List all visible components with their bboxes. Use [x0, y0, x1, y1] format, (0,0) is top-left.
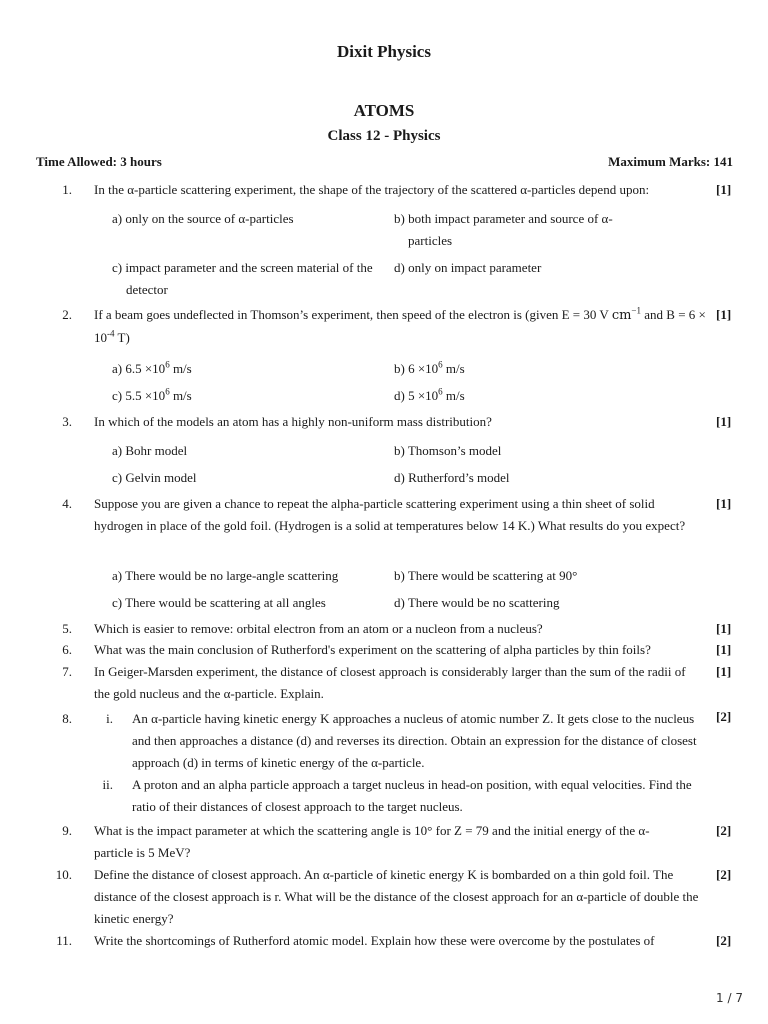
question-number: 11.	[56, 933, 72, 948]
option-value: c) 5.5 ×10	[112, 388, 166, 403]
question-number: 5.	[62, 621, 72, 636]
unit-cm: cm	[611, 308, 632, 323]
question-text: Suppose you are given a chance to repeat the alpha-particle scattering experiment using a thin sheet of solid hydrogen in place of the gold foil. (Hydrogen is a solid at temperatures below 14 K.) What results do you expect?	[94, 496, 686, 533]
unit-exponent: −1	[631, 305, 641, 316]
sub-questions	[96, 708, 706, 818]
time-allowed: Time Allowed: 3 hours	[36, 154, 162, 169]
option-value: a) 6.5 ×10	[112, 361, 166, 376]
question-text: What is the impact parameter at which the scattering angle is 10° for Z = 79 and the initial energy of the α-particle is 5 MeV?	[94, 823, 650, 860]
question-text-part: and B = 6 × 10	[94, 307, 706, 345]
question-number: 8.	[62, 711, 72, 726]
option-a: a) Bohr model	[112, 443, 188, 458]
question-number: 2.	[62, 307, 72, 322]
option-b: b) Thomson’s model	[394, 443, 502, 458]
option-c	[112, 385, 382, 407]
option-unit: m/s	[172, 361, 192, 376]
question-text: Define the distance of closest approach. An α-particle of kinetic energy K is bombarded on a thin gold foil. The distance of the closest approach is r. What will be the distance of the closest approach for an α-particle of double the kinetic energy?	[94, 867, 699, 926]
question-number: 3.	[62, 414, 72, 429]
option-value: d) 5 ×10	[394, 388, 439, 403]
option-d: d) There would be no scattering	[394, 595, 560, 610]
question-marks: [1]	[716, 496, 732, 511]
option-b: b) There would be scattering at 90°	[394, 568, 578, 583]
sub-question-label: ii.	[102, 777, 113, 792]
question-text-part: T)	[117, 330, 130, 345]
option-value: b) 6 ×10	[394, 361, 439, 376]
option-b	[394, 358, 664, 380]
option-d	[394, 385, 664, 407]
question-number: 6.	[62, 642, 72, 657]
question-marks: [2]	[716, 933, 732, 948]
option-d: d) only on impact parameter	[394, 260, 542, 275]
page-number: 1 / 7	[716, 991, 743, 1005]
option-b: b) both impact parameter and source of α-particles	[394, 211, 613, 248]
question-text: In the α-particle scattering experiment, the shape of the trajectory of the scattered α-particles depend upon:	[94, 182, 650, 197]
option-exponent: 6	[438, 386, 443, 397]
option-c: c) impact parameter and the screen material of the detector	[112, 260, 373, 297]
question-marks: [1]	[716, 307, 732, 322]
question-number: 4.	[62, 496, 72, 511]
subject-title: Class 12 - Physics	[327, 128, 441, 144]
question-text	[94, 304, 706, 349]
option-a: a) only on the source of α-particles	[112, 211, 294, 226]
sub-question-label: i.	[106, 711, 113, 726]
sub-question	[96, 774, 706, 818]
option-c: c) There would be scattering at all angles	[112, 595, 326, 610]
option-exponent: 6	[165, 386, 170, 397]
option-exponent: 6	[165, 359, 170, 370]
option-a	[112, 358, 382, 380]
option-unit: m/s	[172, 388, 192, 403]
question-text-part: If a beam goes undeflected in Thomson’s experiment, then speed of the electron is (given E = 30 V	[94, 307, 609, 322]
sub-question-text: A proton and an alpha particle approach a target nucleus in head-on position, with equal velocities. Find the ratio of their distances of closest approach to the target nucleus.	[132, 777, 692, 814]
b-exponent: -4	[107, 328, 115, 339]
option-unit: m/s	[445, 388, 465, 403]
question-text: Write the shortcomings of Rutherford atomic model. Explain how these were overcome by the postulates of	[94, 933, 655, 948]
option-d: d) Rutherford’s model	[394, 470, 510, 485]
question-number: 9.	[62, 823, 72, 838]
question-marks: [2]	[716, 867, 732, 882]
question-marks: [1]	[716, 182, 732, 197]
question-text: In which of the models an atom has a highly non-uniform mass distribution?	[94, 414, 492, 429]
question-text: In Geiger-Marsden experiment, the distance of closest approach is considerably larger than the sum of the radii of the gold nucleus and the α-particle. Explain.	[94, 664, 686, 701]
question-marks: [1]	[716, 414, 732, 429]
school-name: Dixit Physics	[337, 42, 431, 61]
sub-question	[96, 708, 706, 774]
question-marks: [1]	[716, 621, 732, 636]
question-marks: [2]	[716, 709, 732, 724]
question-text: Which is easier to remove: orbital electron from an atom or a nucleon from a nucleus?	[94, 621, 543, 636]
question-number: 10.	[55, 867, 72, 882]
question-marks: [2]	[716, 823, 732, 838]
sub-question-text: An α-particle having kinetic energy K approaches a nucleus of atomic number Z. It gets close to the nucleus and then approaches a distance (d) and reverses its direction. Obtain an expression for the distance of closest approach (d) in terms of kinetic energy of the α-particle.	[132, 711, 697, 770]
maximum-marks: Maximum Marks: 141	[608, 154, 733, 169]
question-number: 7.	[62, 664, 72, 679]
question-text: What was the main conclusion of Rutherford's experiment on the scattering of alpha particles by thin foils?	[94, 642, 651, 657]
question-marks: [1]	[716, 664, 732, 679]
question-number: 1.	[62, 182, 72, 197]
option-exponent: 6	[438, 359, 443, 370]
option-a: a) There would be no large-angle scattering	[112, 568, 339, 583]
option-c: c) Gelvin model	[112, 470, 197, 485]
question-marks: [1]	[716, 642, 732, 657]
option-unit: m/s	[445, 361, 465, 376]
chapter-title: ATOMS	[353, 101, 415, 120]
